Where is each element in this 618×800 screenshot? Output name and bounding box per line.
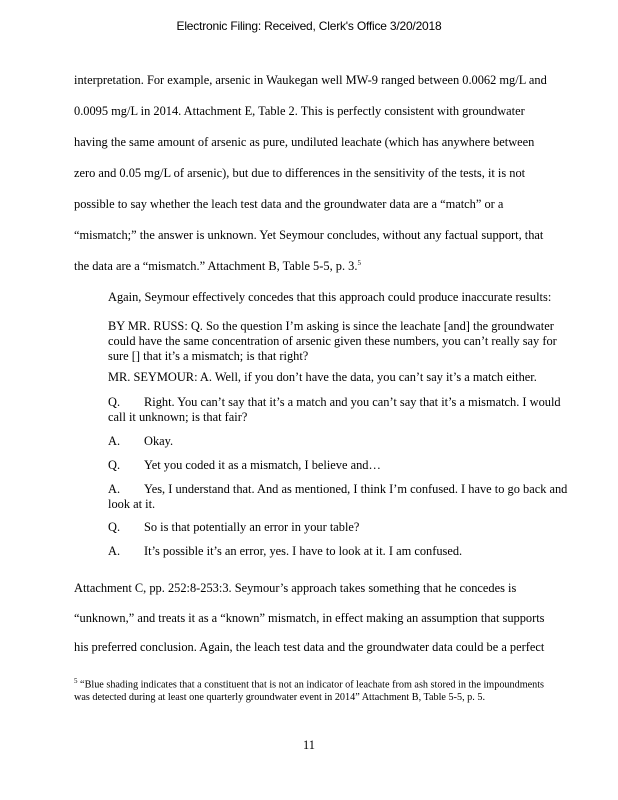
body-line: “unknown,” and treats it as a “known” mismatch, in effect making an assumption that supports [74,611,545,625]
footnote [74,675,554,704]
qa-label: A. [108,482,121,496]
body-line: “mismatch;” the answer is unknown. Yet Seymour concludes, without any factual support, that [74,228,544,242]
qa-text: Yet you coded it as a mismatch, I believe and… [144,458,381,472]
body-line: interpretation. For example, arsenic in Waukegan well MW-9 ranged between 0.0062 mg/L and [74,73,547,87]
quote-paragraph: BY MR. RUSS: Q. So the question I’m asking is since the leachate [and] the groundwater could have the same concentration of arsenic given these numbers, you can’t really say for sure [] that it’s a mismatch; is that right? [108,319,557,363]
concedes-paragraph: Again, Seymour effectively concedes that this approach could produce inaccurate results: [108,290,552,304]
footnote-number: 5 [74,677,78,685]
page-number: 11 [303,738,315,752]
qa-label: Q. [108,395,121,409]
body-line: 0.0095 mg/L in 2014. Attachment E, Table 2. This is perfectly consistent with groundwater [74,104,525,118]
qa-label: A. [108,434,121,448]
qa-label: Q. [108,520,121,534]
body-line: possible to say whether the leach test data and the groundwater data are a “match” or a [74,197,504,211]
qa-text: Yes, I understand that. And as mentioned, I think I’m confused. I have to go back and look at it. [108,482,568,511]
body-line [74,259,361,274]
qa-text: It’s possible it’s an error, yes. I have to look at it. I am confused. [144,544,463,558]
body-line: zero and 0.05 mg/L of arsenic), but due to differences in the sensitivity of the tests, it is not [74,166,526,180]
qa-text: So is that potentially an error in your table? [144,520,360,534]
qa-item [108,434,578,449]
filing-header: Electronic Filing: Received, Clerk's Office 3/20/2018 [176,19,442,33]
body-line: his preferred conclusion. Again, the leach test data and the groundwater data could be a perfect [74,640,545,654]
qa-item [108,520,578,535]
qa-label: Q. [108,458,121,472]
body-line: Attachment C, pp. 252:8-253:3. Seymour’s approach takes something that he concedes is [74,581,517,595]
qa-item [108,482,578,512]
qa-item [108,458,578,473]
footnote-text: “Blue shading indicates that a constituent that is not an indicator of leachate from ash stored in the impoundments was detected during at least one quarterly groundwater event in 2014” Attachment B, Table 5-5, p. 5. [74,679,545,704]
qa-text: Okay. [144,434,174,448]
qa-text: Right. You can’t say that it’s a match and you can’t say that it’s a mismatch. I would call it unknown; is that fair? [108,395,561,424]
body-line-text: the data are a “mismatch.” Attachment B, Table 5-5, p. 3. [74,259,358,274]
footnote-ref: 5 [357,259,361,267]
qa-item [108,395,578,425]
qa-item [108,544,578,559]
qa-label: A. [108,544,121,558]
quote-paragraph: MR. SEYMOUR: A. Well, if you don’t have the data, you can’t say it’s a match either. [108,370,537,384]
body-line: having the same amount of arsenic as pure, undiluted leachate (which has anywhere between [74,135,535,149]
